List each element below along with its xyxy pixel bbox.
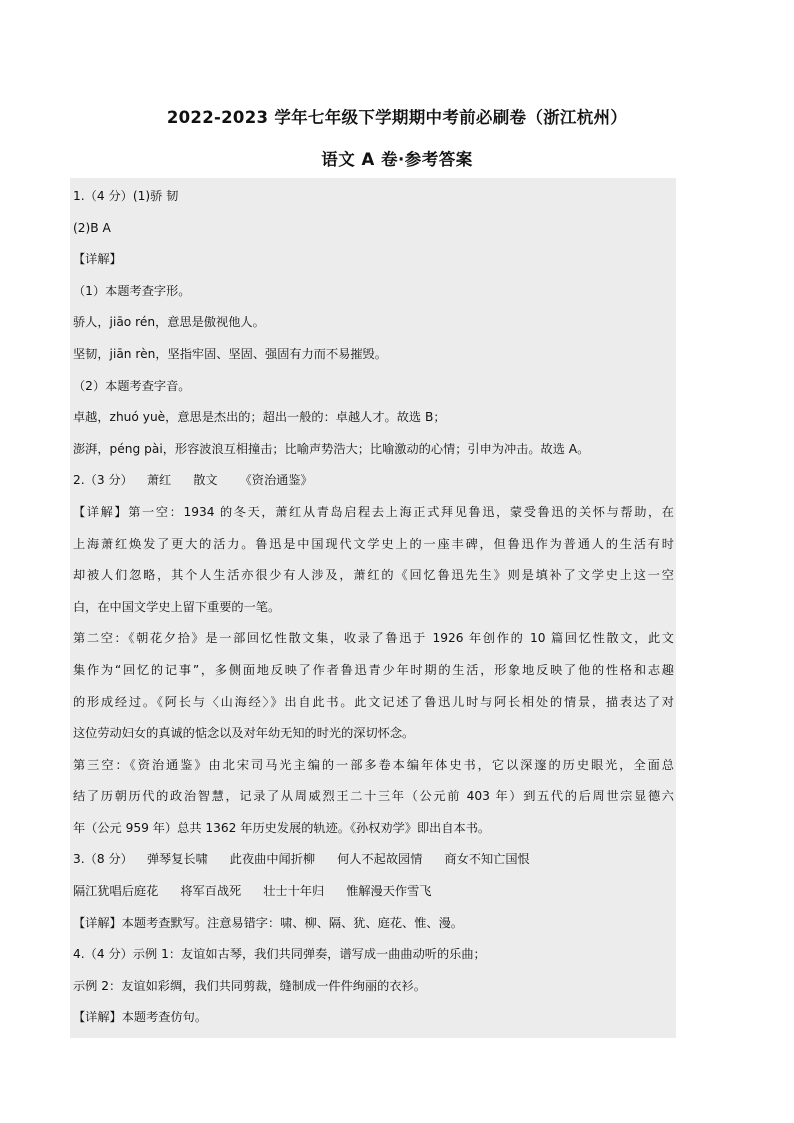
q2-line-3: 却被人们忽略，其个人生活亦很少有人涉及，萧红的《回忆鲁迅先生》则是填补了文学史上这一空: [73, 568, 674, 583]
q3-detail: 【详解】本题考查默写。注意易错字：啸、柳、隔、犹、庭花、惟、漫。: [73, 915, 463, 930]
q3-answer-4: 商女不知亡国恨: [444, 852, 530, 867]
q3-number: 3.（8 分）: [73, 852, 133, 867]
q2-line-1: 【详解】第一空：1934 的冬天，萧红从青岛启程去上海正式拜见鲁迅，蒙受鲁迅的关怀与帮助，在: [73, 504, 674, 519]
q3-answer-3: 何人不起故园情: [337, 852, 423, 867]
q1-detail-label: 【详解】: [73, 252, 122, 267]
q4-line-2: 示例 2：友谊如彩绸，我们共同剪裁，缝制成一件件绚丽的衣衫。: [73, 978, 426, 993]
q2-answer-3: 《资治通鉴》: [239, 473, 313, 488]
q3-header: [73, 844, 674, 876]
q1-para-5: 卓越，zhuó yuè，意思是杰出的；超出一般的：卓越人才。故选 B；: [73, 410, 446, 425]
q2-line-5: 第二空：《朝花夕拾》是一部回忆性散文集，收录了鲁迅于 1926 年创作的 10 篇回忆性散文，此文: [73, 631, 674, 646]
q2-line-11: 年（公元 959 年）总共 1362 年历史发展的轨迹。《孙权劝学》即出自本书。: [73, 820, 491, 835]
q2-line-2: 上海萧红焕发了更大的活力。鲁迅是中国现代文学史上的一座丰碑，但鲁迅作为普通人的生活有时: [73, 536, 674, 551]
q2-line-6: 集作为“回忆的记事”，多侧面地反映了作者鲁迅青少年时期的生活，形象地反映了他的性格和志趣: [73, 662, 674, 677]
q2-number: 2.（3 分）: [73, 473, 133, 488]
answer-body: [70, 178, 676, 1038]
q3-answer-1: 弹琴复长啸: [146, 852, 208, 867]
document-title: 2022-2023 学年七年级下学期期中考前必刷卷（浙江杭州）: [166, 108, 628, 127]
q2-line-7: 的形成经过。《阿长与〈山海经〉》出自此书。此文记述了鲁迅儿时与阿长相处的情景，描表达了对: [73, 694, 674, 709]
q3-answer-8: 惟解漫天作雪飞: [346, 884, 432, 899]
q4-detail: 【详解】本题考查仿句。: [73, 1010, 208, 1025]
q2-line-4: 白，在中国文学史上留下重要的一笔。: [73, 599, 281, 614]
q2-header: [73, 465, 674, 497]
document-subtitle: 语文 A 卷·参考答案: [321, 150, 473, 169]
q2-line-10: 结了历朝历代的政治智慧，记录了从周威烈王二十三年（公元前 403 年）到五代的后周世宗显德六: [73, 789, 674, 804]
q1-answer-2: (2)B A: [73, 220, 111, 235]
q3-answer-2: 此夜曲中闻折柳: [229, 852, 316, 867]
q3-answers-row-2: [73, 876, 674, 908]
q1-header: 1.（4 分）(1)骄 韧: [73, 189, 179, 203]
q4-line-1: 4.（4 分）示例 1：友谊如古琴，我们共同弹奏，谱写成一曲曲动听的乐曲；: [73, 947, 486, 962]
q3-answer-7: 壮士十年归: [263, 884, 325, 899]
q3-answer-5: 隔江犹唱后庭花: [73, 884, 159, 899]
q1-para-4: （2）本题考查字音。: [73, 378, 191, 393]
q2-answer-2: 散文: [193, 473, 218, 488]
q2-line-8: 这位劳动妇女的真诚的惦念以及对年幼无知的时光的深切怀念。: [73, 726, 415, 741]
q1-para-3: 坚韧，jiān rèn，坚指牢固、坚固、强固有力而不易摧毁。: [73, 346, 387, 361]
q1-para-6: 澎湃，péng pài，形容波浪互相撞击；比喻声势浩大；比喻激动的心情；引申为冲击。故选 A。: [73, 441, 590, 456]
q1-para-1: （1）本题考查字形。: [73, 283, 191, 298]
q1-para-2: 骄人，jiāo rén，意思是傲视他人。: [73, 315, 265, 330]
q2-line-9: 第三空：《资治通鉴》由北宋司马光主编的一部多卷本编年体史书，它以深邃的历史眼光，全面总: [73, 757, 674, 772]
q3-answer-6: 将军百战死: [180, 884, 242, 899]
q2-answer-1: 萧红: [146, 473, 172, 488]
